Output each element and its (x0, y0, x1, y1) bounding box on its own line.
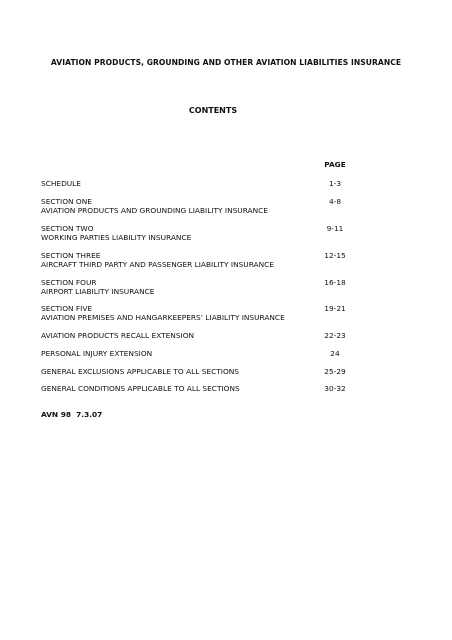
toc-entry-title: SECTION FIVE (41, 304, 93, 313)
toc-entry-subtitle: WORKING PARTIES LIABILITY INSURANCE (41, 233, 192, 242)
toc-entry-section-five (41, 304, 351, 322)
toc-entry-title: SECTION ONE (41, 197, 92, 206)
toc-entry-personal-injury (41, 349, 351, 358)
document-reference: AVN 98 7.3.07 (41, 410, 103, 419)
toc-entry-subtitle: AVIATION PREMISES AND HANGARKEEPERS’ LIABILITY INSURANCE (41, 313, 285, 322)
toc-entry-pages: 24 (330, 349, 340, 358)
toc-entry-section-four (41, 278, 351, 296)
contents-heading: CONTENTS (188, 106, 238, 115)
toc-entry-title: SECTION THREE (41, 251, 101, 260)
toc-entry-products-recall (41, 331, 351, 340)
toc-entry-title: SCHEDULE (41, 179, 81, 188)
toc-entry-general-exclusions (41, 367, 351, 376)
toc-entry-section-two (41, 224, 351, 242)
toc-entry-pages: 1-3 (328, 179, 342, 188)
toc-entry-pages: 25-29 (324, 367, 346, 376)
toc-entry-pages: 16-18 (324, 278, 346, 287)
toc-entry-general-conditions (41, 384, 351, 393)
toc-entry-pages: 4-8 (328, 197, 342, 206)
toc-entry-pages: 9-11 (326, 224, 344, 233)
toc-entry-title: SECTION TWO (41, 224, 94, 233)
toc-entry-pages: 12-15 (324, 251, 346, 260)
toc-entry-section-one (41, 197, 351, 215)
document-title: AVIATION PRODUCTS, GROUNDING AND OTHER AVIATION LIABILITIES INSURANCE (50, 58, 402, 67)
toc-entry-subtitle: AVIATION PRODUCTS AND GROUNDING LIABILITY INSURANCE (41, 206, 268, 215)
page-column-heading: PAGE (324, 160, 346, 169)
toc-entry-title: SECTION FOUR (41, 278, 97, 287)
toc-entry-subtitle: AIRPORT LIABILITY INSURANCE (41, 287, 155, 296)
toc-entry-pages: 22-23 (324, 331, 346, 340)
toc-entry-schedule (41, 179, 351, 188)
toc-entry-title: GENERAL CONDITIONS APPLICABLE TO ALL SECTIONS (41, 384, 240, 393)
toc-entry-title: GENERAL EXCLUSIONS APPLICABLE TO ALL SECTIONS (41, 367, 239, 376)
toc-entry-pages: 30-32 (324, 384, 346, 393)
toc-entry-title: AVIATION PRODUCTS RECALL EXTENSION (41, 331, 195, 340)
toc-entry-pages: 19-21 (324, 304, 346, 313)
toc-entry-title: PERSONAL INJURY EXTENSION (41, 349, 153, 358)
toc-entry-subtitle: AIRCRAFT THIRD PARTY AND PASSENGER LIABILITY INSURANCE (41, 260, 274, 269)
toc-entry-section-three (41, 251, 351, 269)
